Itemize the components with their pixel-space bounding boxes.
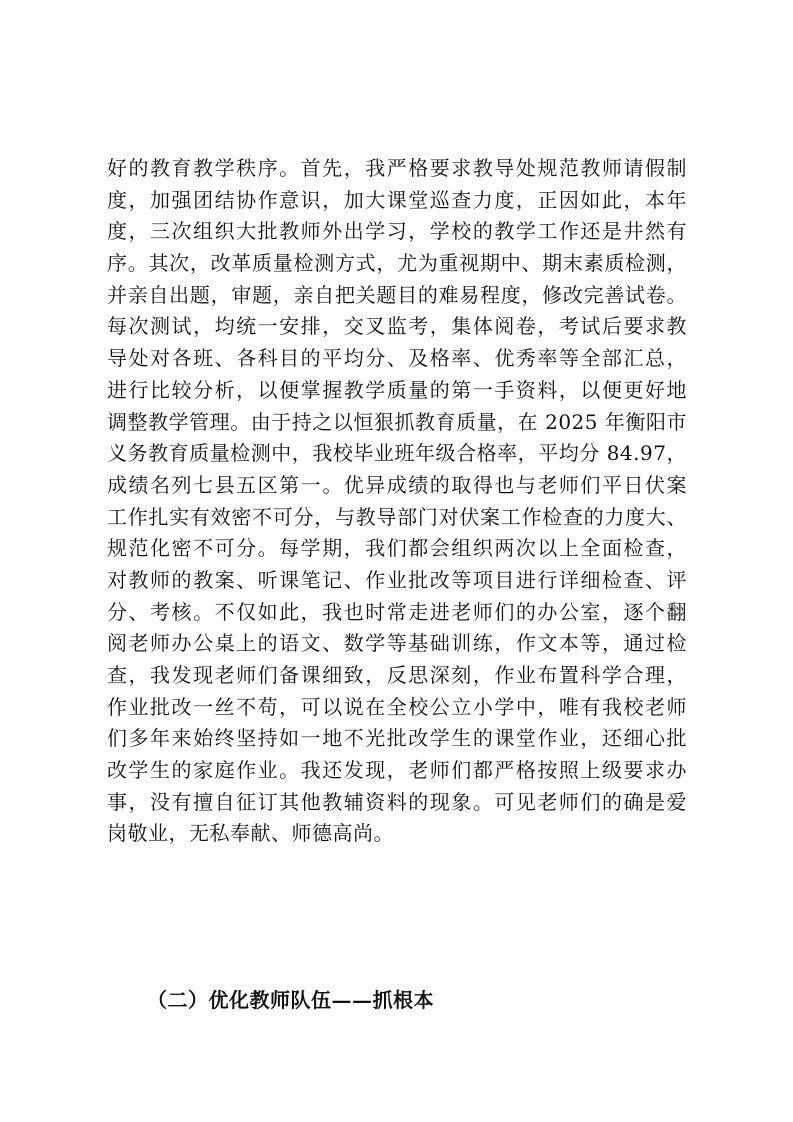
paragraph-line: 分、考核。不仅如此，我也时常走进老师们的办公室，逐个翻 [107,599,687,624]
paragraph-line: 义务教育质量检测中，我校毕业班年级合格率，平均分 84.97， [107,441,687,466]
paragraph-line: 岗敬业，无私奉献、师德高尚。 [107,821,394,846]
paragraph-line: 规范化密不可分。每学期，我们都会组织两次以上全面检查， [107,536,687,561]
paragraph-line: 们多年来始终坚持如一地不光批改学生的课堂作业，还细心批 [107,726,687,751]
paragraph-line: 工作扎实有效密不可分，与教导部门对伏案工作检查的力度大、 [107,504,687,529]
paragraph-line: 并亲自出题，审题，亲自把关题目的难易程度，修改完善试卷。 [107,282,687,307]
paragraph-line: 导处对各班、各科目的平均分、及格率、优秀率等全部汇总， [107,346,687,371]
paragraph-line: 调整教学管理。由于持之以恒狠抓教育质量，在 2025 年衡阳市 [107,409,687,434]
paragraph-line: 事，没有擅自征订其他教辅资料的现象。可见老师们的确是爱 [107,789,687,814]
paragraph-line: 每次测试，均统一安排，交叉监考，集体阅卷，考试后要求教 [107,314,687,339]
paragraph-line: 查，我发现老师们备课细致，反思深刻，作业布置科学合理， [107,663,687,687]
paragraph-line: 好的教育教学秩序。首先，我严格要求教导处规范教师请假制 [107,156,687,180]
paragraph-line: 作业批改一丝不苟，可以说在全校公立小学中，唯有我校老师 [107,694,687,719]
paragraph-line: 成绩名列七县五区第一。优异成绩的取得也与老师们平日伏案 [107,472,687,497]
paragraph-line: 进行比较分析，以便掌握教学质量的第一手资料，以便更好地 [107,377,687,402]
body-paragraph [107,153,687,850]
paragraph-line: 度，三次组织大批教师外出学习，学校的教学工作还是井然有 [107,219,687,244]
paragraph-line: 对教师的教案、听课笔记、作业批改等项目进行详细检查、评 [107,567,687,592]
section-heading: （二）优化教师队伍——抓根本 [147,988,434,1012]
paragraph-line: 度，加强团结协作意识，加大课堂巡查力度，正因如此，本年 [107,187,687,212]
paragraph-line: 序。其次，改革质量检测方式，尤为重视期中、期末素质检测， [107,251,687,276]
paragraph-line: 阅老师办公桌上的语文、数学等基础训练，作文本等，通过检 [107,631,687,656]
paragraph-line: 改学生的家庭作业。我还发现，老师们都严格按照上级要求办 [107,758,687,783]
